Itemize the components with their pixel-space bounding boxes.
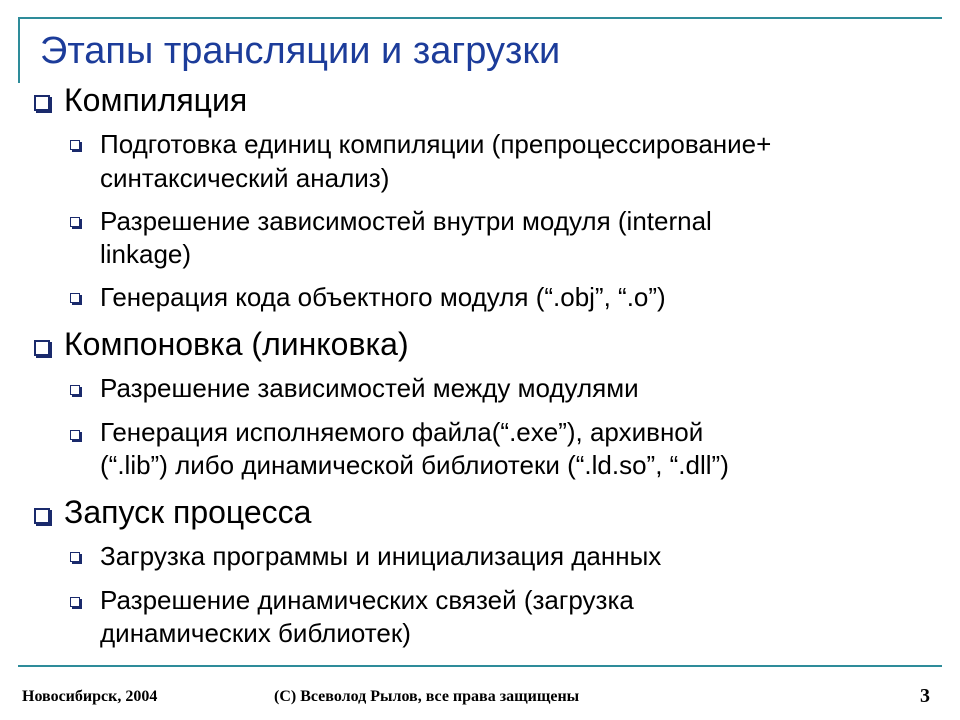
footer-copyright: (С) Всеволод Рылов, все права защищены	[274, 688, 580, 705]
sub-bullet-square-icon	[70, 430, 80, 440]
list-item-line: Загрузка программы и инициализация данных	[100, 541, 662, 571]
sub-bullet-square-icon	[70, 293, 80, 303]
bottom-rule	[18, 665, 942, 667]
list-item-line: Подготовка единиц компиляции (препроцессирование+	[100, 129, 772, 159]
left-rule	[18, 17, 20, 83]
footer-location: Новосибирск, 2004	[22, 688, 158, 705]
bullet-square-icon	[34, 508, 50, 524]
section-heading-linking: Компоновка (линковка)	[64, 326, 409, 362]
list-item-line: Генерация кода объектного модуля (“.obj”, “.o”)	[100, 282, 666, 312]
list-item-line: (“.lib”) либо динамической библиотеки (“.ld.so”, “.dll”)	[100, 450, 729, 480]
section-heading-compilation: Компиляция	[64, 82, 248, 118]
list-item-line: Разрешение зависимостей между модулями	[100, 373, 639, 403]
list-item-line: Разрешение зависимостей внутри модуля (internal	[100, 206, 712, 236]
sub-bullet-square-icon	[70, 385, 80, 395]
top-rule	[18, 17, 942, 19]
sub-bullet-square-icon	[70, 217, 80, 227]
sub-bullet-square-icon	[70, 140, 80, 150]
list-item-line: Разрешение динамических связей (загрузка	[100, 585, 634, 615]
list-item-line: синтаксический анализ)	[100, 163, 390, 193]
list-item-line: linkage)	[100, 239, 192, 269]
slide-title: Этапы трансляции и загрузки	[40, 30, 561, 72]
sub-bullet-square-icon	[70, 552, 80, 562]
list-item-line: динамических библиотек)	[100, 618, 411, 648]
page-number: 3	[920, 685, 930, 707]
bullet-square-icon	[34, 340, 50, 356]
section-heading-process-launch: Запуск процесса	[64, 494, 312, 530]
list-item-line: Генерация исполняемого файла(“.exe”), архивной	[100, 417, 704, 447]
bullet-square-icon	[34, 95, 50, 111]
sub-bullet-square-icon	[70, 597, 80, 607]
